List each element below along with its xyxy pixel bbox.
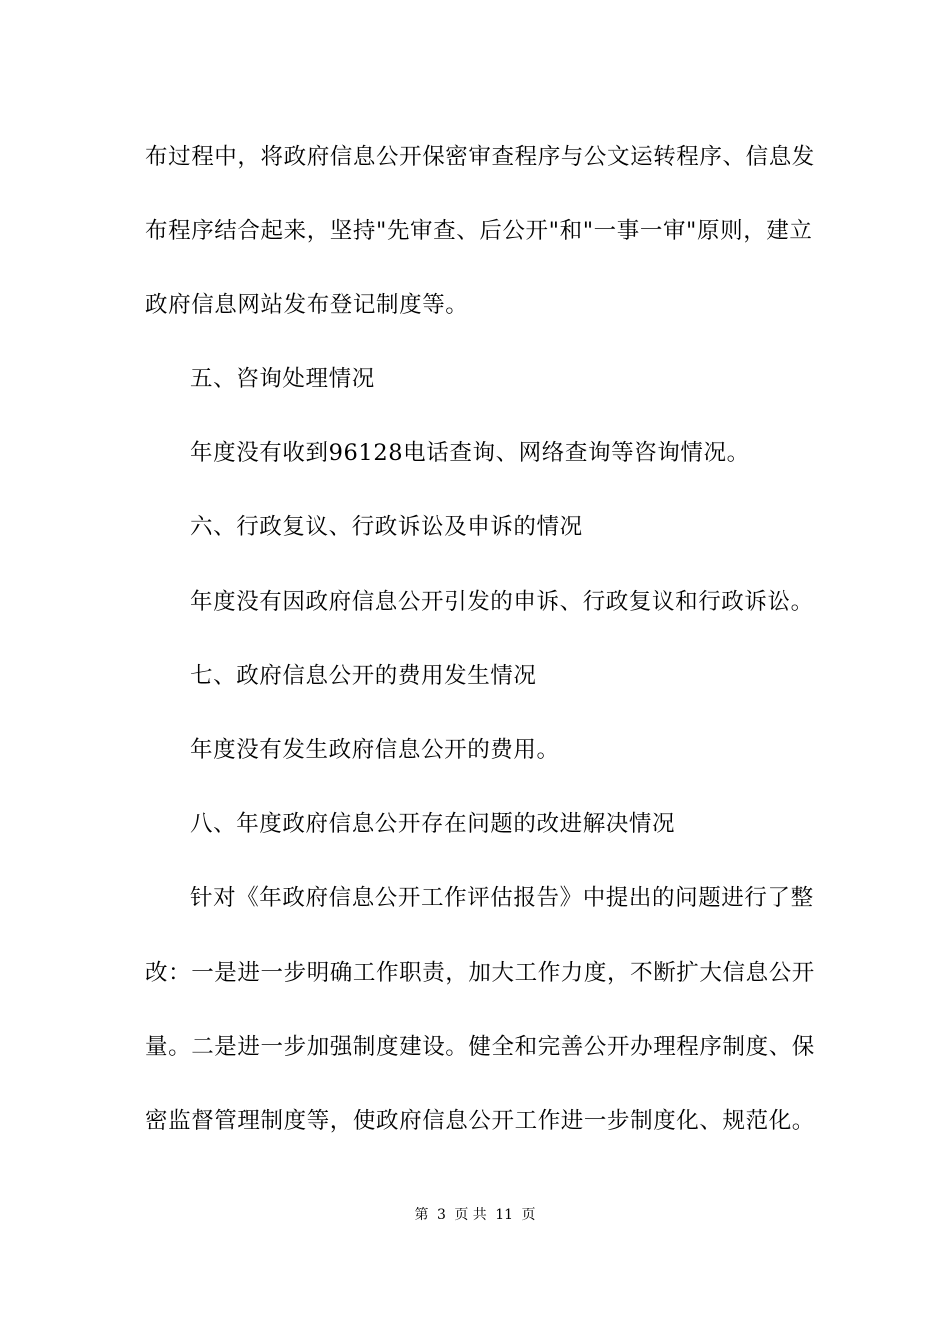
paragraph-line: 布过程中，将政府信息公开保密审查程序与公文运转程序、信息发 bbox=[145, 144, 815, 170]
paragraph-line: 年度没有收到96128电话查询、网络查询等咨询情况。 bbox=[190, 440, 750, 466]
section-heading: 六、行政复议、行政诉讼及申诉的情况 bbox=[190, 514, 583, 540]
footer-middle: 页 共 bbox=[454, 1207, 487, 1223]
paragraph-line: 量。二是进一步加强制度建设。健全和完善公开办理程序制度、保 bbox=[145, 1034, 815, 1060]
paragraph-line: 年度没有发生政府信息公开的费用。 bbox=[190, 737, 560, 763]
paragraph-line: 改：一是进一步明确工作职责，加大工作力度，不断扩大信息公开 bbox=[145, 960, 815, 986]
footer-prefix: 第 bbox=[414, 1207, 429, 1223]
section-heading: 七、政府信息公开的费用发生情况 bbox=[190, 663, 537, 689]
paragraph-line: 针对《年政府信息公开工作评估报告》中提出的问题进行了整 bbox=[190, 885, 814, 911]
section-heading: 八、年度政府信息公开存在问题的改进解决情况 bbox=[190, 811, 676, 837]
paragraph-line: 密监督管理制度等，使政府信息公开工作进一步制度化、规范化。 bbox=[145, 1108, 815, 1134]
page-footer bbox=[0, 1205, 950, 1225]
paragraph-line: 布程序结合起来，坚持"先审查、后公开"和"一事一审"原则，建立 bbox=[145, 218, 813, 244]
paragraph-line: 年度没有因政府信息公开引发的申诉、行政复议和行政诉讼。 bbox=[190, 589, 814, 615]
footer-suffix: 页 bbox=[521, 1207, 536, 1223]
footer-total-pages: 11 bbox=[495, 1207, 514, 1223]
footer-current-page: 3 bbox=[436, 1207, 446, 1223]
paragraph-line: 政府信息网站发布登记制度等。 bbox=[145, 292, 469, 318]
section-heading: 五、咨询处理情况 bbox=[190, 366, 375, 392]
